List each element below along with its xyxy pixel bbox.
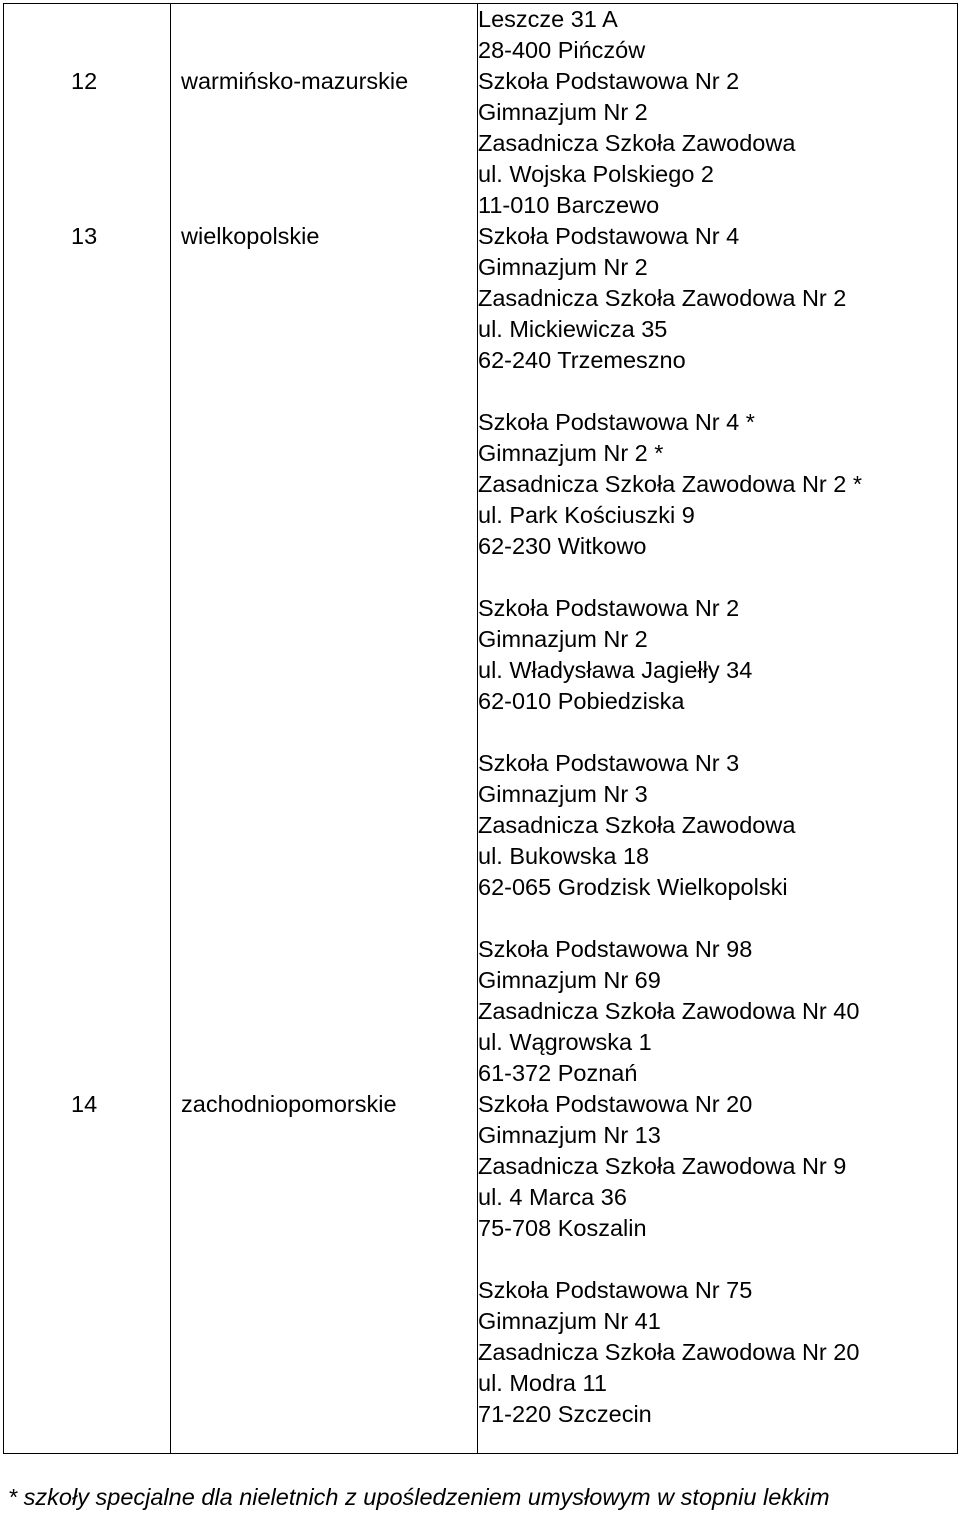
address-line: Szkoła Podstawowa Nr 2 [478, 68, 740, 94]
school-address-block [478, 1275, 957, 1430]
address-line: Zasadnicza Szkoła Zawodowa [478, 812, 796, 838]
table-row [4, 1089, 958, 1454]
address-line: 62-010 Pobiedziska [478, 688, 685, 714]
school-address-block [478, 407, 957, 562]
address-line: ul. Wojska Polskiego 2 [478, 161, 714, 187]
number-cell [4, 66, 171, 221]
address-line: Leszcze 31 A [478, 6, 618, 32]
address-line: 62-240 Trzemeszno [478, 347, 686, 373]
voivodeship-name [171, 4, 477, 35]
school-address-block [478, 66, 957, 221]
group-spacer [478, 376, 957, 407]
voivodeship-name: zachodniopomorskie [181, 1091, 397, 1117]
region-cell [171, 1089, 478, 1454]
group-spacer [478, 562, 957, 593]
voivodeship-number: 14 [71, 1091, 98, 1117]
school-address-block [478, 1089, 957, 1244]
address-line: Gimnazjum Nr 69 [478, 967, 661, 993]
schools-cell [478, 221, 958, 1089]
address-line: Szkoła Podstawowa Nr 4 [478, 223, 740, 249]
address-line: Gimnazjum Nr 3 [478, 781, 648, 807]
address-line: ul. Bukowska 18 [478, 843, 650, 869]
address-line: Zasadnicza Szkoła Zawodowa Nr 20 [478, 1339, 860, 1365]
address-line: Gimnazjum Nr 2 [478, 626, 648, 652]
address-line: ul. Modra 11 [478, 1370, 607, 1396]
address-line: Szkoła Podstawowa Nr 4 * [478, 409, 755, 435]
address-line: Gimnazjum Nr 13 [478, 1122, 661, 1148]
address-line: Gimnazjum Nr 2 [478, 99, 648, 125]
address-line: 62-065 Grodzisk Wielkopolski [478, 874, 788, 900]
address-line: 62-230 Witkowo [478, 533, 647, 559]
schools-table [3, 3, 958, 1454]
address-line: 61-372 Poznań [478, 1060, 638, 1086]
group-spacer [478, 903, 957, 934]
address-line: Zasadnicza Szkoła Zawodowa Nr 40 [478, 998, 860, 1024]
school-address-block [478, 934, 957, 1089]
number-cell [4, 4, 171, 67]
address-line: Gimnazjum Nr 41 [478, 1308, 661, 1334]
voivodeship-name: warmińsko-mazurskie [181, 68, 409, 94]
address-line: Szkoła Podstawowa Nr 98 [478, 936, 753, 962]
address-line: 11-010 Barczewo [478, 192, 660, 218]
address-line: Zasadnicza Szkoła Zawodowa Nr 2 [478, 285, 847, 311]
address-line: Szkoła Podstawowa Nr 20 [478, 1091, 753, 1117]
address-line: 28-400 Pińczów [478, 37, 646, 63]
footnote: * szkoły specjalne dla nieletnich z upośledzeniem umysłowym w stopniu lekkim [8, 1484, 830, 1510]
table-row [4, 66, 958, 221]
region-cell [171, 221, 478, 1089]
schools-table-body [4, 4, 958, 1454]
school-address-block [478, 593, 957, 717]
address-line: 75-708 Koszalin [478, 1215, 647, 1241]
region-cell [171, 66, 478, 221]
voivodeship-name: wielkopolskie [181, 223, 320, 249]
address-line: Gimnazjum Nr 2 * [478, 440, 664, 466]
address-line: 71-220 Szczecin [478, 1401, 652, 1427]
table-row [4, 221, 958, 1089]
school-address-block [478, 221, 957, 376]
school-address-block [478, 748, 957, 903]
voivodeship-number [4, 4, 170, 35]
region-cell [171, 4, 478, 67]
schools-cell [478, 66, 958, 221]
table-row [4, 4, 958, 67]
address-line: Szkoła Podstawowa Nr 3 [478, 750, 740, 776]
group-spacer [478, 717, 957, 748]
address-line: ul. Władysława Jagiełły 34 [478, 657, 753, 683]
address-line: ul. Mickiewicza 35 [478, 316, 668, 342]
group-spacer [478, 1244, 957, 1275]
number-cell [4, 221, 171, 1089]
address-line: ul. Wągrowska 1 [478, 1029, 652, 1055]
address-line: ul. Park Kościuszki 9 [478, 502, 695, 528]
number-cell [4, 1089, 171, 1454]
schools-cell [478, 1089, 958, 1454]
school-address-block [478, 4, 957, 66]
address-line: Zasadnicza Szkoła Zawodowa Nr 9 [478, 1153, 847, 1179]
cell-bottom-padding [478, 1430, 957, 1453]
address-line: Zasadnicza Szkoła Zawodowa [478, 130, 796, 156]
schools-cell [478, 4, 958, 67]
address-line: Gimnazjum Nr 2 [478, 254, 648, 280]
address-line: Szkoła Podstawowa Nr 2 [478, 595, 740, 621]
address-line: ul. 4 Marca 36 [478, 1184, 627, 1210]
voivodeship-number: 12 [71, 68, 98, 94]
address-line: Szkoła Podstawowa Nr 75 [478, 1277, 753, 1303]
address-line: Zasadnicza Szkoła Zawodowa Nr 2 * [478, 471, 863, 497]
voivodeship-number: 13 [71, 223, 98, 249]
